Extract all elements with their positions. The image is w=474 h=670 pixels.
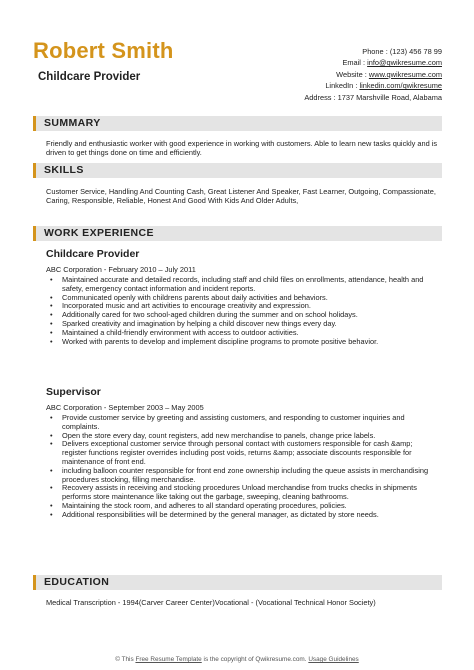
bullet-dot-icon: • [50, 301, 53, 311]
bullet-dot-icon: • [50, 336, 53, 346]
bullet-text: Additionally cared for two school-aged children during the summer and on school holidays. [62, 310, 358, 320]
skills-text: Customer Service, Handling And Counting Cash, Great Listener And Speaker, Fast Learner, Outgoing, Compassionate, Caring, Responsible, Reliable, Honest And Good With Kids And Older Adults, [46, 187, 436, 206]
bullet-dot-icon: • [50, 310, 53, 320]
bullet-item [46, 276, 438, 294]
bullet-text: Maintaining the stock room, and adheres to all standard operating procedures, policies. [62, 500, 347, 510]
contact-row-website [304, 69, 442, 80]
contact-row-email [304, 57, 442, 68]
bullet-text: Additional responsibilities will be determined by the general manager, as dictated by store needs. [62, 509, 379, 519]
contact-value-email[interactable]: info@qwikresume.com [367, 58, 442, 68]
experience-section-header [33, 226, 442, 241]
bullet-item [46, 338, 438, 347]
job-title: Supervisor [46, 386, 101, 398]
bullet-item [46, 467, 438, 485]
bullet-item [46, 414, 438, 432]
summary-heading: SUMMARY [44, 117, 101, 129]
bullet-text: Communicated openly with childrens parents about daily activities and behaviors. [62, 292, 328, 302]
bullet-dot-icon: • [50, 430, 53, 440]
bullet-text: Maintained a child-friendly environment with access to outdoor activities. [62, 327, 299, 337]
contact-separator: : [331, 92, 338, 102]
contact-row-linkedin [304, 80, 442, 91]
bullet-dot-icon: • [50, 318, 53, 328]
contact-label: LinkedIn [325, 81, 354, 91]
bullet-dot-icon: • [50, 327, 53, 337]
section-accent-bar [33, 575, 36, 590]
section-accent-bar [33, 163, 36, 178]
free-resume-template-link[interactable]: Free Resume Template [135, 656, 202, 663]
usage-guidelines-link[interactable]: Usage Guidelines [308, 656, 359, 663]
bullet-text: Open the store every day, count registers, add new merchandise to panels, change price labels. [62, 430, 376, 440]
job-bullets [46, 414, 438, 520]
bullet-text: Provide customer service by greeting and assisting customers, and responding to customer inquiries and complaints. [62, 413, 405, 431]
summary-text: Friendly and enthusiastic worker with good experience in working with customers. Able to learn new tasks quickly and is driven to get things done on time and efficiently. [46, 139, 438, 158]
skills-heading: SKILLS [44, 164, 84, 176]
section-accent-bar [33, 226, 36, 241]
bullet-item [46, 484, 438, 502]
contact-row-address [304, 92, 442, 103]
candidate-title: Childcare Provider [38, 71, 141, 83]
footer-text-2: is the copyright of Qwikresume.com. [201, 656, 309, 663]
contact-label: Phone [362, 47, 384, 56]
bullet-dot-icon: • [50, 465, 53, 475]
bullet-item [46, 511, 438, 520]
contact-block [304, 46, 442, 103]
summary-section-header [33, 116, 442, 131]
job-meta: ABC Corporation - September 2003 – May 2005 [46, 403, 204, 412]
contact-row-phone [304, 46, 442, 57]
footer-text-1: © This [115, 656, 136, 663]
bullet-text: Incorporated music and art activities to encourage creativity and expression. [62, 301, 311, 311]
bullet-dot-icon: • [50, 413, 53, 422]
contact-label: Website [336, 69, 363, 79]
bullet-text: Recovery assists in receiving and stocking procedures Unload merchandise from trucks checks in shipments performs store maintenance like taking out the garbage, sweeping, cleaning bathrooms. [62, 483, 417, 502]
footer [0, 656, 474, 663]
bullet-dot-icon: • [50, 275, 53, 284]
skills-section-header [33, 163, 442, 178]
bullet-dot-icon: • [50, 439, 53, 449]
contact-separator: : [362, 69, 369, 79]
job-title: Childcare Provider [46, 248, 140, 260]
contact-label: Email [342, 58, 361, 68]
education-text: Medical Transcription - 1994(Carver Career Center)Vocational - (Vocational Technical Honor Society) [46, 598, 376, 607]
contact-separator: : [383, 47, 390, 56]
bullet-dot-icon: • [50, 292, 53, 302]
job-bullets [46, 276, 438, 346]
contact-value-website[interactable]: www.qwikresume.com [368, 69, 442, 79]
bullet-dot-icon: • [50, 509, 53, 519]
bullet-text: Delivers exceptional customer service through personal contact with customers responsible for cash &amp; register functions register overrides including post voids, returns &amp; associate discounts responsible for maintenance of front end. [62, 439, 413, 466]
bullet-text: Maintained accurate and detailed records, including staff and child files on enrollments, attendance, health and safety, emergency contact information and incident reports. [62, 275, 424, 293]
contact-label: Address [304, 92, 332, 102]
contact-value-address: 1737 Marshville Road, Alabama [337, 92, 442, 102]
education-heading: EDUCATION [44, 576, 110, 588]
bullet-dot-icon: • [50, 483, 53, 493]
bullet-item [46, 440, 438, 466]
candidate-name: Robert Smith [33, 38, 174, 63]
experience-heading: WORK EXPERIENCE [44, 227, 154, 239]
contact-separator: : [353, 81, 360, 91]
education-section-header [33, 575, 442, 590]
job-meta: ABC Corporation - February 2010 – July 2011 [46, 265, 196, 274]
contact-value-phone: (123) 456 78 99 [389, 47, 442, 56]
contact-value-linkedin[interactable]: linkedin.com/qwikresume [359, 81, 442, 91]
bullet-dot-icon: • [50, 500, 53, 510]
bullet-text: Sparked creativity and imagination by helping a child discover new things every day. [62, 318, 337, 328]
section-accent-bar [33, 116, 36, 131]
bullet-text: Worked with parents to develop and implement discipline programs to promote positive behavior. [62, 336, 379, 346]
contact-separator: : [360, 58, 368, 68]
bullet-text: including balloon counter responsible for front end zone ownership including the queue assists in merchandising procedures stocking, filling merchandise. [62, 465, 429, 484]
